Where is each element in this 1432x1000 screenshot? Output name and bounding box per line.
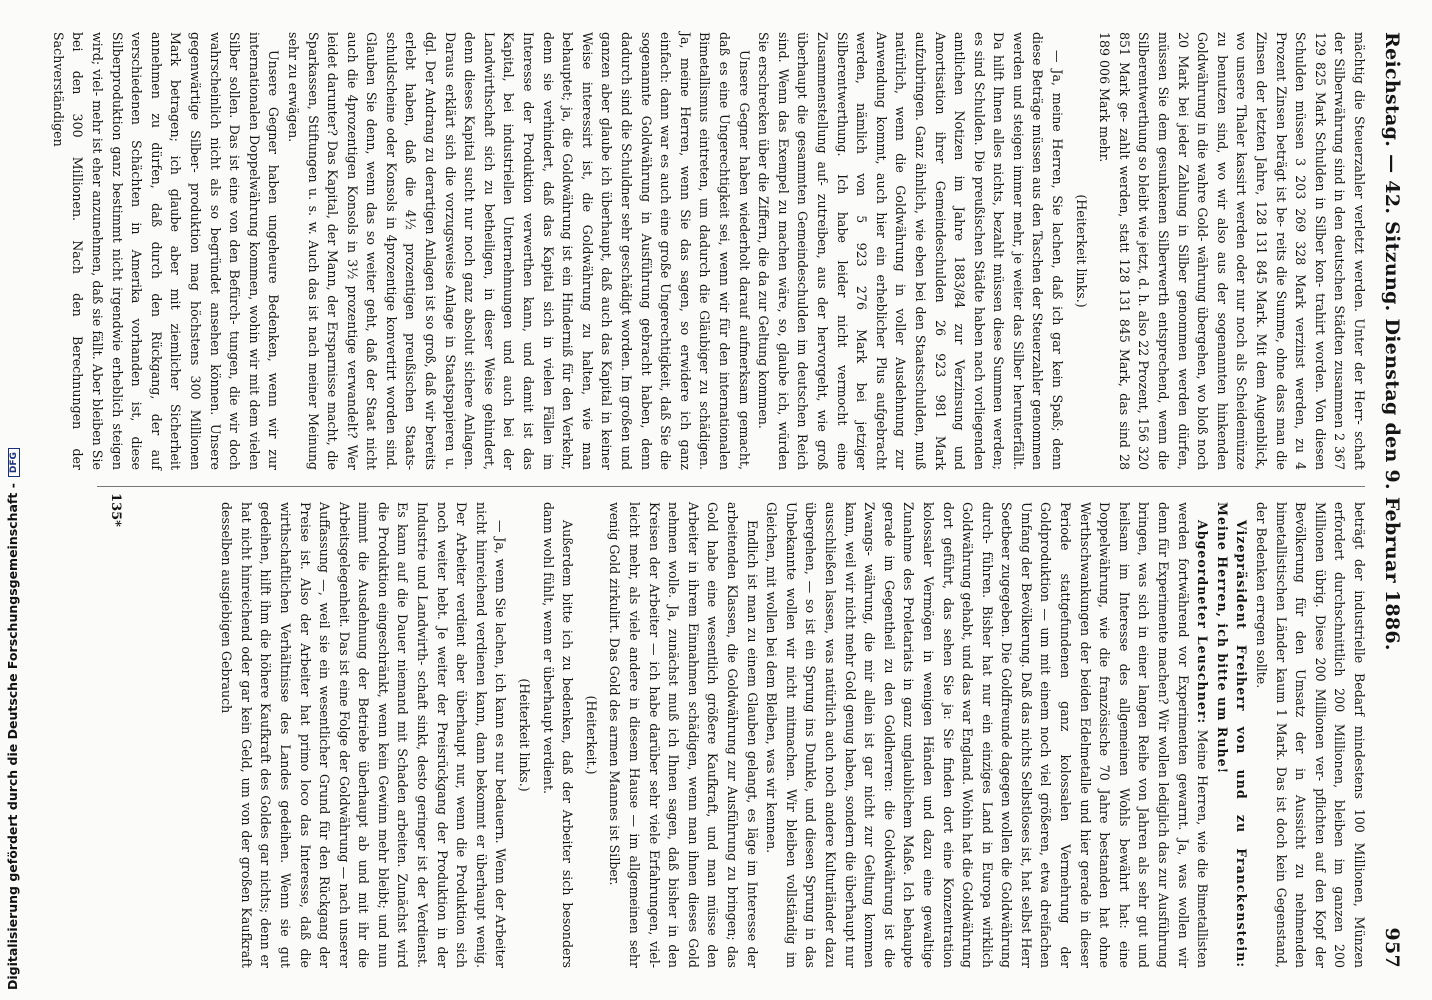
dfg-logo-icon: DFG [8, 448, 20, 477]
paragraph: Außerdem bitte ich zu bedenken, daß der Arbeiter sich besonders dann wohl fühlt, wenn er überhaupt verdient. [540, 502, 576, 968]
credit-text-wrapper [5, 30, 23, 990]
speaker-name: Abgeordneter Leuschner: [1195, 520, 1211, 725]
paragraph: Unsere Gegner haben wiederholt darauf aufmerksam gemacht, daß es eine Ungerechtigkeit sei, wenn wir für den internationalen Bimetallismus eintreten, um dadurch die Gläubiger zu schädigen. Ja, meine Herren, wenn Sie das sagen, so erwidere ich ganz einfach: dann war es auch eine große Ungerechtigkeit, daß Sie die sogenannte Goldwährung in Ausführung gebracht haben, denn dadurch sind die Schuldner sehr geschädigt worden. Im großen und ganzen aber glaube ich überhaupt, daß auch das Kapital in keiner Weise interessirt ist, die Goldwährung zu halten, wie man behauptet; ja, die Goldwährung ist ein Hinderniß für den Verkehr, denn sie verhindert, daß das Kapital sich in vielen Fällen im Interesse der Produktion verwerthen kann, und damit ist das Kapital, bei industriellen Unternehmungen und auch bei der Landwirthschaft sich zu betheiligen, in dieser Weise gehindert, denn dieses Kapital sucht nur noch ganz absolut sichere Anlagen. Daraus erklärt sich die vorzugsweise Anlage in Staatspapieren u. dgl. Der Andrang zu derartigen Anlagen ist so groß, daß wir bereits erlebt haben, daß die 4½ prozentigen preußischen Staats- schuldscheine oder Konsols in 4prozentige konvertirt worden sind. Glauben Sie denn, wenn das so weiter geht, daß der Staat nicht auch die 4prozentigen Konsols in 3½ prozentige verwandelt? Wer leidet darunter? Das Kapital, der Mann, der Ersparnisse macht, die Sparkassen, Stiftungen u. s. w. Auch das ist nach meiner Meinung sehr zu erwägen. [285, 32, 752, 470]
page-header [1373, 32, 1409, 968]
paragraph: Unsere Gegner haben ungeheure Bedenken, wenn wir zur internationalen Doppelwährung kommen, wohin wir mit dem vielen Silber sollen. Das ist eine von den Befürch- tungen, die wir doch wahrscheinlich nicht als so begründet ansehen können. Unsere gegenwärtige Silber- produktion mag höchstens 300 Millionen Mark betragen; ich glaube aber mit ziemlicher Sicherheit annehmen zu dürfen, daß durch den Rückgang, der auf verschiedenen Schächten in Amerika vorhanden ist, diese Silberproduktion ganz bestimmt nicht irgendwie erheblich steigen wird; viel- mehr ist eher anzunehmen, daß sie fällt. Aber bleiben Sie bei den 300 Millionen. Nach den Berechnungen der Sachverständigen [50, 32, 282, 470]
speaker-line: Vizepräsident Freiherr von und zu Franckenstein: Meine Herren, ich bitte um Ruhe! [1214, 502, 1250, 968]
interjection: (Heiterkeit.) [583, 695, 599, 775]
interjection: (Heiterkeit links.) [517, 678, 533, 792]
left-column [50, 32, 1369, 470]
paragraph-text: Meine Herren, wie die Bimetallisten werden fortwährend vor Experimenten gewarnt. Ja, was wollen wir denn für Experimente machen? Wir wollen lediglich das zur Ausführung bringen, was sich in einer langen Reihe von Jahren als sehr gut und heilsam im Interesse des allgemeinen Wohls bewährt hat: eine Doppelwährung, wie die französische 70 Jahre bestanden hat ohne Werthschwankungen der beiden Edelmetalle und hier gerade in dieser Periode stattgefundenen ganz kolossalen Vermehrung der Goldproduktion — um mit einem noch viel größeren, etwa dreifachen Umfang der Bevölkerung. Daß das nichts Selbstloses ist, hat selbst Herr Soetbeer zugegeben. Die Goldfreunde dagegen wollen die Goldwährung durch- führen. Bisher hat nur ein einziges Land in Europa wirklich Goldwährung gehabt, und das war England. Wohin hat die Goldwährung dort geführt, das sehen Sie ja: Sie finden dort eine Konzentration kolossaler Vermögen in wenigen Händen und dazu eine gewaltige Zunahme des Proletariats in ganz unglaublichem Maße. Ich behaupte gerade im Gegentheil zu den Goldherren: die Goldwährung ist die Zwangs- währung, die mir allein ist gar nicht zur Geltung kommen kann, weil wir nicht mehr Gold genug haben, sondern die überhaupt nur ausschließen lassen, was natürlich auch noch andere Kulturländer dazu übergehen, — so ist ein Sprung ins Dunkle, und diesen Sprung in das Unbekannte wollen wir nicht mitmachen. Wir bleiben vollständig im Gleichen, mit wollen bei dem Bleiben, was wir kennen. [764, 502, 1211, 968]
paragraph: — Ja, wenn Sie lachen, ich kann es nur bedauern. Wenn der Arbeiter nicht hinreichend verdienen kann, dann bekommt er überhaupt wenig. Der Arbeiter verdient aber überhaupt nur, wenn die Produktion sich noch weiter hebt. Je weiter der Preisrückgang der Produktion in der Industrie und Landwirth- schaft sinkt, desto geringer ist der Verdienst. Es kann auf die Dauer niemand mit Schaden arbeiten. Zunächst wird die Produktion eingeschränkt, wenn kein Gewinn mehr bleibt; und nun nimmt die Ausdehnung der Betriebe überhaupt ab und mit ihr die Arbeitsgelegenheit. Das ist eine Folge der Goldwährung — nach unserer Auffassung —, weil sie ein wesentlicher Grund für den Rückgang der Preise ist. Also der Arbeiter hat primo loco das Interesse, daß die wirthschaftlichen Verhältnisse des Landes gedeihen. Wenn sie gut gedeihen, hilft ihm die höhere Kaufkraft des Goldes gar nichts; denn er hat nicht hinreichend oder gar kein Geld, um von der großen Kaufkraft desselben ausgiebigen Gebrauch [219, 502, 509, 968]
digitization-credit [3, 22, 23, 992]
page-number: 957 [1381, 927, 1403, 968]
column-divider [97, 486, 1365, 487]
paragraph: Endlich ist man zu einem Glauben gelangt, es läge im Interesse der arbeitenden Klassen, die Goldwährung zur Ausführung zu bringen; das Gold habe eine wesentlich größere Kaufkraft, und man müsse den Arbeiter in ihrem Einnahmen schädigen, wenn man ihnen dieses Gold nehmen wolle. Ja, zunächst muß ich Ihnen sagen, daß bisher in den Kreisen der Arbeiter — ich habe darüber sehr viele Erfahrungen, viel- leicht mehr, als viele andere in diesem Hause — im allgemeinen sehr wenig Gold zirkulirt. Das Gold des armen Mannes ist Silber. [607, 502, 760, 968]
paragraph: mächtig die Steuerzahler verletzt werden. Unter der Herr- schaft der Silberwährung sind in den deutschen Städten zusammen 2 367 129 825 Mark Schulden in Silber kon- trahirt worden. Von diesen Schulden müssen 3 203 269 328 Mark verzinst werden, zu 4 Prozent Zinsen beträgt ist be- reits die Summe, ohne dass man die Zinsen der letzten Jahre, 128 131 845 Mark. Mit dem Augenblick, wo unsere Thaler kassirt werden oder nur noch als Scheidemünze zu benutzen sind, wo wir also aus der sogenannten hinkenden Goldwährung in die wahre Gold- währung übergehen, wo bloß noch 20 Mark bei jeder Zahlung in Silber genommen werden dürfen, müssen Sie dem gesunkenen Silberwerth entsprechend, wenn die Silberentwerthung so bleibt wie jetzt, d. h. also 22 Prozent, 156 320 851 Mark ge- zahlt werden, statt 128 131 845 Mark, das sind 28 189 006 Mark mehr. [1097, 32, 1367, 470]
right-column [93, 502, 1369, 968]
running-title: Reichstag. — 42. Sitzung. Dienstag den 9. Februar 1886. [1381, 32, 1403, 651]
rotated-page-content [50, 20, 1415, 980]
credit-text: Digitalisierung gefördert durch die Deutsche Forschungsgemeinschaft - [5, 483, 20, 990]
paragraph: beträgt der industrielle Bedarf mindestens 100 Millionen, Münzen erfordert durchschnittlich 200 Millionen, bleiben im ganzen 200 Millionen übrig. Diese 200 Millionen ver- pflichten auf den Kopf der Bevölkerung für den Umsatz der in Aussicht zu nehmenden bimetallistischen Länder kaum 1 Mark. Das ist doch kein Gegenstand, der Bedenken erregen sollte. [1254, 502, 1367, 968]
paragraph: — Ja, meine Herren, Sie lachen, daß ich gar kein Spaß; denn diese Beträge müssen aus den Taschen der Steuerzahler genommen werden und steigen immer mehr, je weiter das Silber herunterfällt. Da hilft Ihnen alles nichts, bezahlt müssen diese Summen werden; es sind Schulden. Die preußischen Städte haben nach vorliegenden amtlichen Notizen im Jahre 1883/84 zur Verzinsung und Amortisation ihrer Gemeindeschulden 26 923 981 Mark aufzubringen. Ganz ähnlich, wie eben bei den Staatsschulden, muß natürlich, wenn die Goldwährung in voller Ausdehnung zur Anwendung kommt, auch hier ein erheblicher Plus aufgebracht werden, nämlich von 5 923 276 Mark bei jetziger Silberentwerthung. Ich habe leider nicht vermocht eine Zusammenstellung auf- zutreiben, aus der hervorgeht, wie groß überhaupt die gesammten Gemeindeschulden im deutschen Reich sind. Wenn das Exempel zu machen wäre, so, glaube ich, würden Sie erschrecken über die Ziffern, die da zur Geltung kommen. [756, 32, 1066, 470]
signature-mark: 135* [108, 493, 123, 527]
paragraph [762, 502, 1213, 968]
interjection: (Heiterkeit links.) [1073, 194, 1089, 308]
